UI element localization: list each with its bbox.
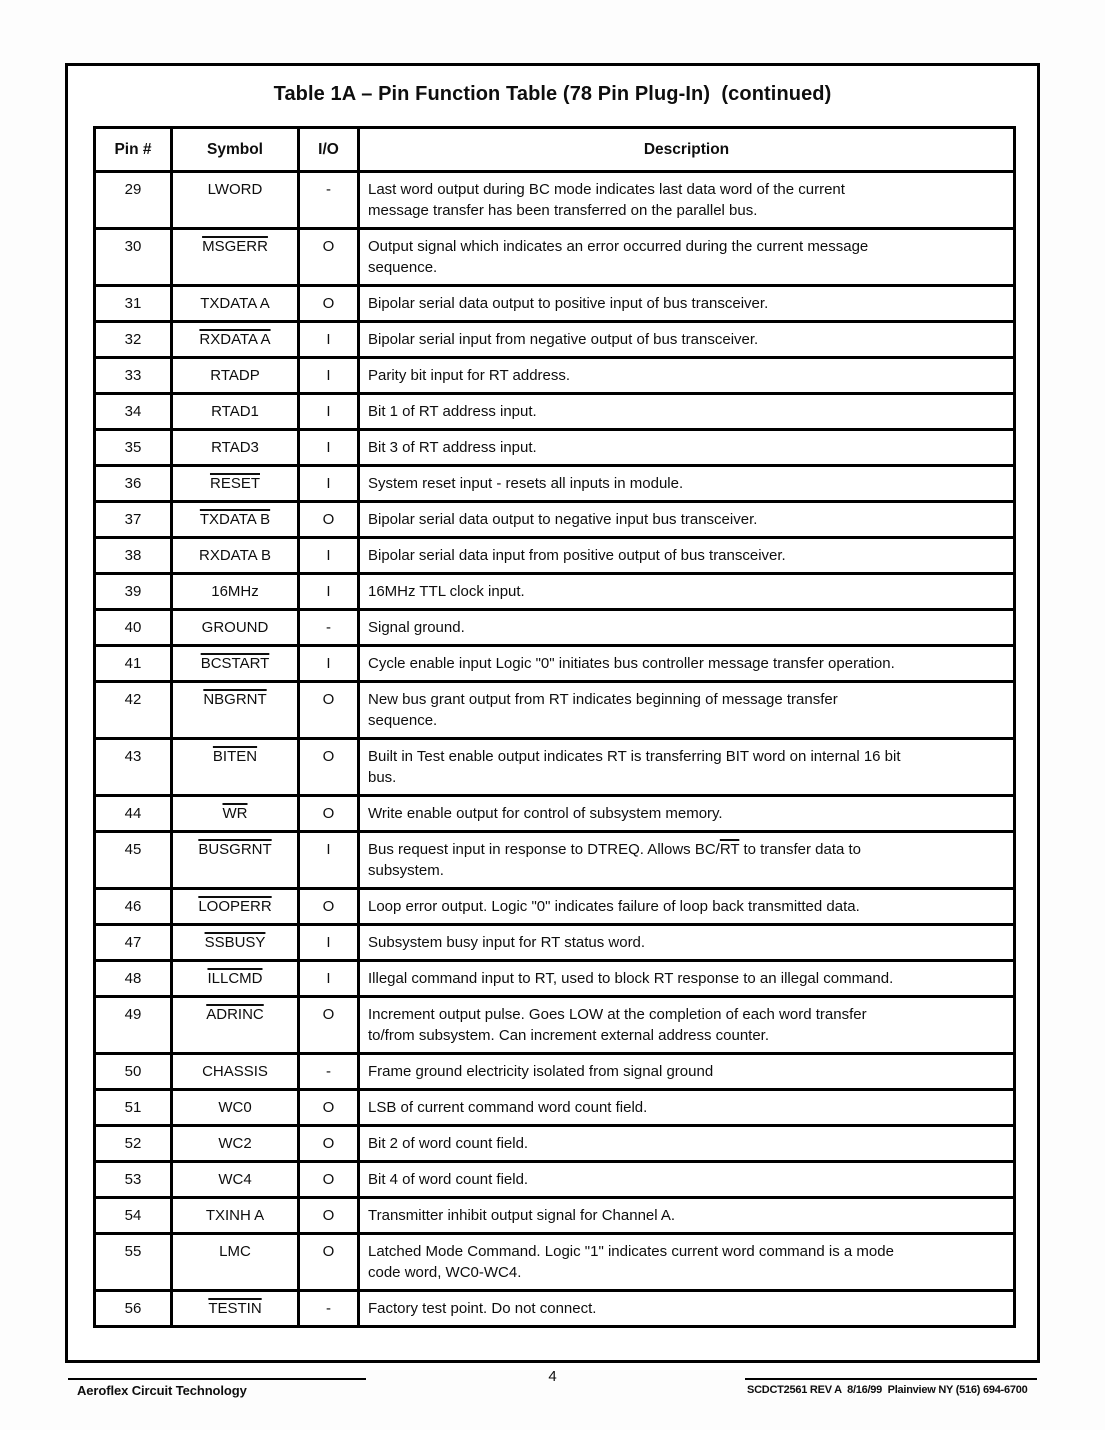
pin-number-cell: 37 [95, 502, 172, 538]
overline-symbol: ILLCMD [207, 970, 263, 987]
pin-number-cell: 54 [95, 1198, 172, 1234]
symbol-cell [172, 430, 299, 466]
overline-text: $\overline{RT}$ [719, 841, 740, 858]
description-line [368, 200, 1005, 221]
io-cell: - [299, 610, 359, 646]
io-cell: O [299, 1126, 359, 1162]
text-segment: Parity bit input for RT address. [368, 367, 571, 384]
io-cell: I [299, 832, 359, 889]
symbol-cell [172, 1090, 299, 1126]
text-segment: message transfer has been transferred on the parallel bus. [368, 202, 758, 219]
io-cell: O [299, 1162, 359, 1198]
description-line [368, 1205, 1005, 1226]
table-row [95, 286, 1015, 322]
symbol-text: WC0 [218, 1099, 252, 1116]
text-segment: Frame ground electricity isolated from signal ground [368, 1063, 714, 1080]
column-header-pin: Pin # [95, 128, 172, 172]
description-cell [359, 1126, 1015, 1162]
description-cell [359, 574, 1015, 610]
description-cell [359, 466, 1015, 502]
description-line [368, 365, 1005, 386]
symbol-cell [172, 1291, 299, 1327]
pin-number-cell: 51 [95, 1090, 172, 1126]
pin-table-body [95, 172, 1015, 1327]
pin-number-cell: 41 [95, 646, 172, 682]
io-cell: O [299, 997, 359, 1054]
description-cell [359, 1054, 1015, 1090]
text-segment: 16MHz TTL clock input. [368, 583, 525, 600]
text-segment: Built in Test enable output indicates RT is transferring BIT word on internal 16 bit [368, 748, 901, 765]
overline-symbol: TXDATA B [199, 511, 271, 528]
pin-number-cell: 45 [95, 832, 172, 889]
symbol-text: LWORD [207, 181, 263, 198]
text-segment: Bipolar serial data output to positive input of bus transceiver. [368, 295, 769, 312]
description-cell [359, 1090, 1015, 1126]
symbol-cell [172, 358, 299, 394]
pin-number-cell: 46 [95, 889, 172, 925]
text-segment: System reset input - resets all inputs in module. [368, 475, 684, 492]
symbol-text: LMC [219, 1243, 251, 1260]
io-cell: I [299, 538, 359, 574]
overline-symbol: NBGRNT [203, 691, 267, 708]
description-line [368, 767, 1005, 788]
table-row [95, 1162, 1015, 1198]
symbol-cell [172, 394, 299, 430]
description-line [368, 968, 1005, 989]
pin-number-cell: 53 [95, 1162, 172, 1198]
io-cell: I [299, 358, 359, 394]
description-line [368, 860, 1005, 881]
table-row [95, 997, 1015, 1054]
pin-number-cell: 34 [95, 394, 172, 430]
text-segment: Loop error output. Logic "0" indicates failure of loop back transmitted data. [368, 898, 860, 915]
pin-number-cell: 38 [95, 538, 172, 574]
table-row [95, 961, 1015, 997]
io-cell: O [299, 502, 359, 538]
description-line [368, 236, 1005, 257]
description-line [368, 803, 1005, 824]
pin-number-cell: 29 [95, 172, 172, 229]
text-segment: code word, WC0-WC4. [368, 1264, 522, 1281]
table-row [95, 538, 1015, 574]
symbol-cell [172, 229, 299, 286]
symbol-text: GROUND [201, 619, 269, 636]
io-cell: O [299, 682, 359, 739]
pin-number-cell: 44 [95, 796, 172, 832]
description-cell [359, 1234, 1015, 1291]
description-line [368, 1025, 1005, 1046]
description-line [368, 1298, 1005, 1319]
pin-number-cell: 50 [95, 1054, 172, 1090]
description-line [368, 545, 1005, 566]
text-segment: Bit 4 of word count field. [368, 1171, 529, 1188]
description-cell [359, 1291, 1015, 1327]
text-segment: Subsystem busy input for RT status word. [368, 934, 646, 951]
io-cell: I [299, 322, 359, 358]
symbol-cell [172, 925, 299, 961]
text-segment: New bus grant output from RT indicates beginning of message transfer [368, 691, 838, 708]
table-row [95, 646, 1015, 682]
description-line [368, 257, 1005, 278]
table-row [95, 574, 1015, 610]
symbol-cell [172, 961, 299, 997]
description-cell [359, 1198, 1015, 1234]
pin-number-cell: 52 [95, 1126, 172, 1162]
description-line [368, 896, 1005, 917]
description-cell [359, 286, 1015, 322]
overline-symbol: RXDATA A [199, 331, 271, 348]
description-cell [359, 229, 1015, 286]
io-cell: O [299, 229, 359, 286]
table-row [95, 1054, 1015, 1090]
text-segment: Write enable output for control of subsystem memory. [368, 805, 723, 822]
symbol-text: 16MHz [211, 583, 259, 600]
pin-function-table [93, 126, 1016, 1328]
symbol-text: WC4 [218, 1171, 252, 1188]
text-segment: Bipolar serial data input from positive output of bus transceiver. [368, 547, 786, 564]
description-cell [359, 739, 1015, 796]
io-cell: I [299, 466, 359, 502]
symbol-cell [172, 286, 299, 322]
description-line [368, 437, 1005, 458]
symbol-cell [172, 172, 299, 229]
table-row [95, 322, 1015, 358]
column-header-io: I/O [299, 128, 359, 172]
description-line [368, 293, 1005, 314]
text-segment: Illegal command input to RT, used to block RT response to an illegal command. [368, 970, 894, 987]
io-cell: O [299, 1090, 359, 1126]
symbol-cell [172, 832, 299, 889]
text-segment: bus. [368, 769, 397, 786]
pin-number-cell: 31 [95, 286, 172, 322]
pin-number-cell: 56 [95, 1291, 172, 1327]
description-cell [359, 172, 1015, 229]
description-line [368, 839, 1005, 860]
description-line [368, 689, 1005, 710]
text-segment: Output signal which indicates an error occurred during the current message [368, 238, 869, 255]
description-line [368, 746, 1005, 767]
description-line [368, 401, 1005, 422]
io-cell: I [299, 430, 359, 466]
description-cell [359, 796, 1015, 832]
io-cell: I [299, 394, 359, 430]
pin-number-cell: 42 [95, 682, 172, 739]
table-row [95, 229, 1015, 286]
text-segment: Bus request input in response to DTREQ. Allows BC/ [368, 841, 720, 858]
footer-docid: SCDCT2561 REV A 8/16/99 Plainview NY (516) 694-6700 [745, 1378, 1037, 1396]
text-segment: Bipolar serial data output to negative input bus transceiver. [368, 511, 758, 528]
pin-number-cell: 36 [95, 466, 172, 502]
table-row [95, 796, 1015, 832]
pin-number-cell: 30 [95, 229, 172, 286]
symbol-cell [172, 796, 299, 832]
symbol-cell [172, 466, 299, 502]
table-row [95, 466, 1015, 502]
symbol-text: CHASSIS [202, 1063, 268, 1080]
description-line [368, 473, 1005, 494]
description-line [368, 1097, 1005, 1118]
table-header-row [95, 128, 1015, 172]
text-segment: Increment output pulse. Goes LOW at the completion of each word transfer [368, 1006, 867, 1023]
pin-number-cell: 33 [95, 358, 172, 394]
text-segment: subsystem. [368, 862, 444, 879]
description-line [368, 932, 1005, 953]
symbol-text: RTAD3 [211, 439, 259, 456]
table-row [95, 832, 1015, 889]
text-segment: Latched Mode Command. Logic "1" indicates current word command is a mode [368, 1243, 894, 1260]
io-cell: O [299, 796, 359, 832]
symbol-cell [172, 574, 299, 610]
pin-number-cell: 35 [95, 430, 172, 466]
overline-symbol: BITEN [212, 748, 258, 765]
description-line [368, 1169, 1005, 1190]
symbol-cell [172, 889, 299, 925]
symbol-cell [172, 322, 299, 358]
pin-number-cell: 39 [95, 574, 172, 610]
text-segment: Bit 1 of RT address input. [368, 403, 537, 420]
text-segment: Cycle enable input Logic "0" initiates bus controller message transfer operation. [368, 655, 895, 672]
table-row [95, 1198, 1015, 1234]
symbol-text: WC2 [218, 1135, 252, 1152]
symbol-text: RTADP [210, 367, 260, 384]
io-cell: I [299, 646, 359, 682]
column-header-symbol: Symbol [172, 128, 299, 172]
description-cell [359, 997, 1015, 1054]
overline-symbol: MSGERR [202, 238, 268, 255]
description-cell [359, 832, 1015, 889]
description-line [368, 653, 1005, 674]
io-cell: O [299, 739, 359, 796]
description-line [368, 710, 1005, 731]
text-segment: Bit 2 of word count field. [368, 1135, 529, 1152]
description-cell [359, 682, 1015, 739]
table-row [95, 502, 1015, 538]
symbol-text: TXINH A [205, 1207, 265, 1224]
overline-symbol: RESET [209, 475, 260, 492]
symbol-cell [172, 1126, 299, 1162]
table-row [95, 172, 1015, 229]
io-cell: O [299, 1198, 359, 1234]
table-row [95, 430, 1015, 466]
footer-company: Aeroflex Circuit Technology [68, 1378, 366, 1398]
overline-symbol: $\overline{WR}$ [222, 805, 248, 822]
symbol-cell [172, 538, 299, 574]
description-cell [359, 889, 1015, 925]
description-cell [359, 394, 1015, 430]
pin-number-cell: 43 [95, 739, 172, 796]
table-row [95, 925, 1015, 961]
io-cell: - [299, 1054, 359, 1090]
text-segment: Factory test point. Do not connect. [368, 1300, 597, 1317]
table-row [95, 889, 1015, 925]
table-row [95, 1090, 1015, 1126]
overline-symbol: BUSGRNT [198, 841, 272, 858]
description-line [368, 1133, 1005, 1154]
io-cell: - [299, 172, 359, 229]
symbol-cell [172, 997, 299, 1054]
overline-symbol: SSBUSY [204, 934, 266, 951]
description-line [368, 617, 1005, 638]
text-segment: sequence. [368, 712, 438, 729]
text-segment: Bipolar serial input from negative output of bus transceiver. [368, 331, 759, 348]
description-line [368, 1241, 1005, 1262]
table-row [95, 1234, 1015, 1291]
page-number: 4 [548, 1368, 557, 1385]
text-segment: sequence. [368, 259, 438, 276]
pin-number-cell: 55 [95, 1234, 172, 1291]
table-row [95, 1126, 1015, 1162]
io-cell: I [299, 574, 359, 610]
table-row [95, 1291, 1015, 1327]
symbol-text: RTAD1 [211, 403, 259, 420]
table-row [95, 739, 1015, 796]
symbol-cell [172, 646, 299, 682]
description-line [368, 581, 1005, 602]
overline-symbol: TESTIN [208, 1300, 262, 1317]
text-segment: Last word output during BC mode indicates last data word of the current [368, 181, 845, 198]
pin-number-cell: 48 [95, 961, 172, 997]
symbol-cell [172, 1054, 299, 1090]
description-line [368, 179, 1005, 200]
description-cell [359, 502, 1015, 538]
page-title: Table 1A – Pin Function Table (78 Pin Plug-In) (continued) [273, 83, 832, 105]
overline-symbol: LOOPERR [198, 898, 272, 915]
description-cell [359, 322, 1015, 358]
text-segment: Transmitter inhibit output signal for Channel A. [368, 1207, 676, 1224]
table-row [95, 682, 1015, 739]
description-line [368, 509, 1005, 530]
text-segment: Signal ground. [368, 619, 465, 636]
description-cell [359, 961, 1015, 997]
text-segment: to/from subsystem. Can increment external address counter. [368, 1027, 770, 1044]
description-line [368, 1061, 1005, 1082]
description-cell [359, 646, 1015, 682]
io-cell: O [299, 286, 359, 322]
description-cell [359, 358, 1015, 394]
io-cell: I [299, 925, 359, 961]
symbol-cell [172, 502, 299, 538]
io-cell: O [299, 889, 359, 925]
symbol-text: RXDATA B [199, 547, 271, 564]
description-cell [359, 1162, 1015, 1198]
description-line [368, 329, 1005, 350]
pin-number-cell: 47 [95, 925, 172, 961]
pin-number-cell: 40 [95, 610, 172, 646]
column-header-description: Description [359, 128, 1015, 172]
overline-symbol: ADRINC [206, 1006, 264, 1023]
symbol-cell [172, 682, 299, 739]
table-row [95, 394, 1015, 430]
symbol-cell [172, 739, 299, 796]
description-line [368, 1262, 1005, 1283]
description-cell [359, 538, 1015, 574]
description-line [368, 1004, 1005, 1025]
description-cell [359, 430, 1015, 466]
io-cell: O [299, 1234, 359, 1291]
description-cell [359, 925, 1015, 961]
text-segment: Bit 3 of RT address input. [368, 439, 537, 456]
pin-number-cell: 49 [95, 997, 172, 1054]
text-segment: to transfer data to [739, 841, 862, 858]
symbol-cell [172, 1162, 299, 1198]
table-row [95, 610, 1015, 646]
symbol-cell [172, 1198, 299, 1234]
text-segment: LSB of current command word count field. [368, 1099, 648, 1116]
symbol-text: TXDATA A [200, 295, 270, 312]
pin-number-cell: 32 [95, 322, 172, 358]
description-cell [359, 610, 1015, 646]
symbol-cell [172, 610, 299, 646]
table-row [95, 358, 1015, 394]
symbol-cell [172, 1234, 299, 1291]
io-cell: - [299, 1291, 359, 1327]
overline-symbol: BCSTART [200, 655, 270, 672]
io-cell: I [299, 961, 359, 997]
